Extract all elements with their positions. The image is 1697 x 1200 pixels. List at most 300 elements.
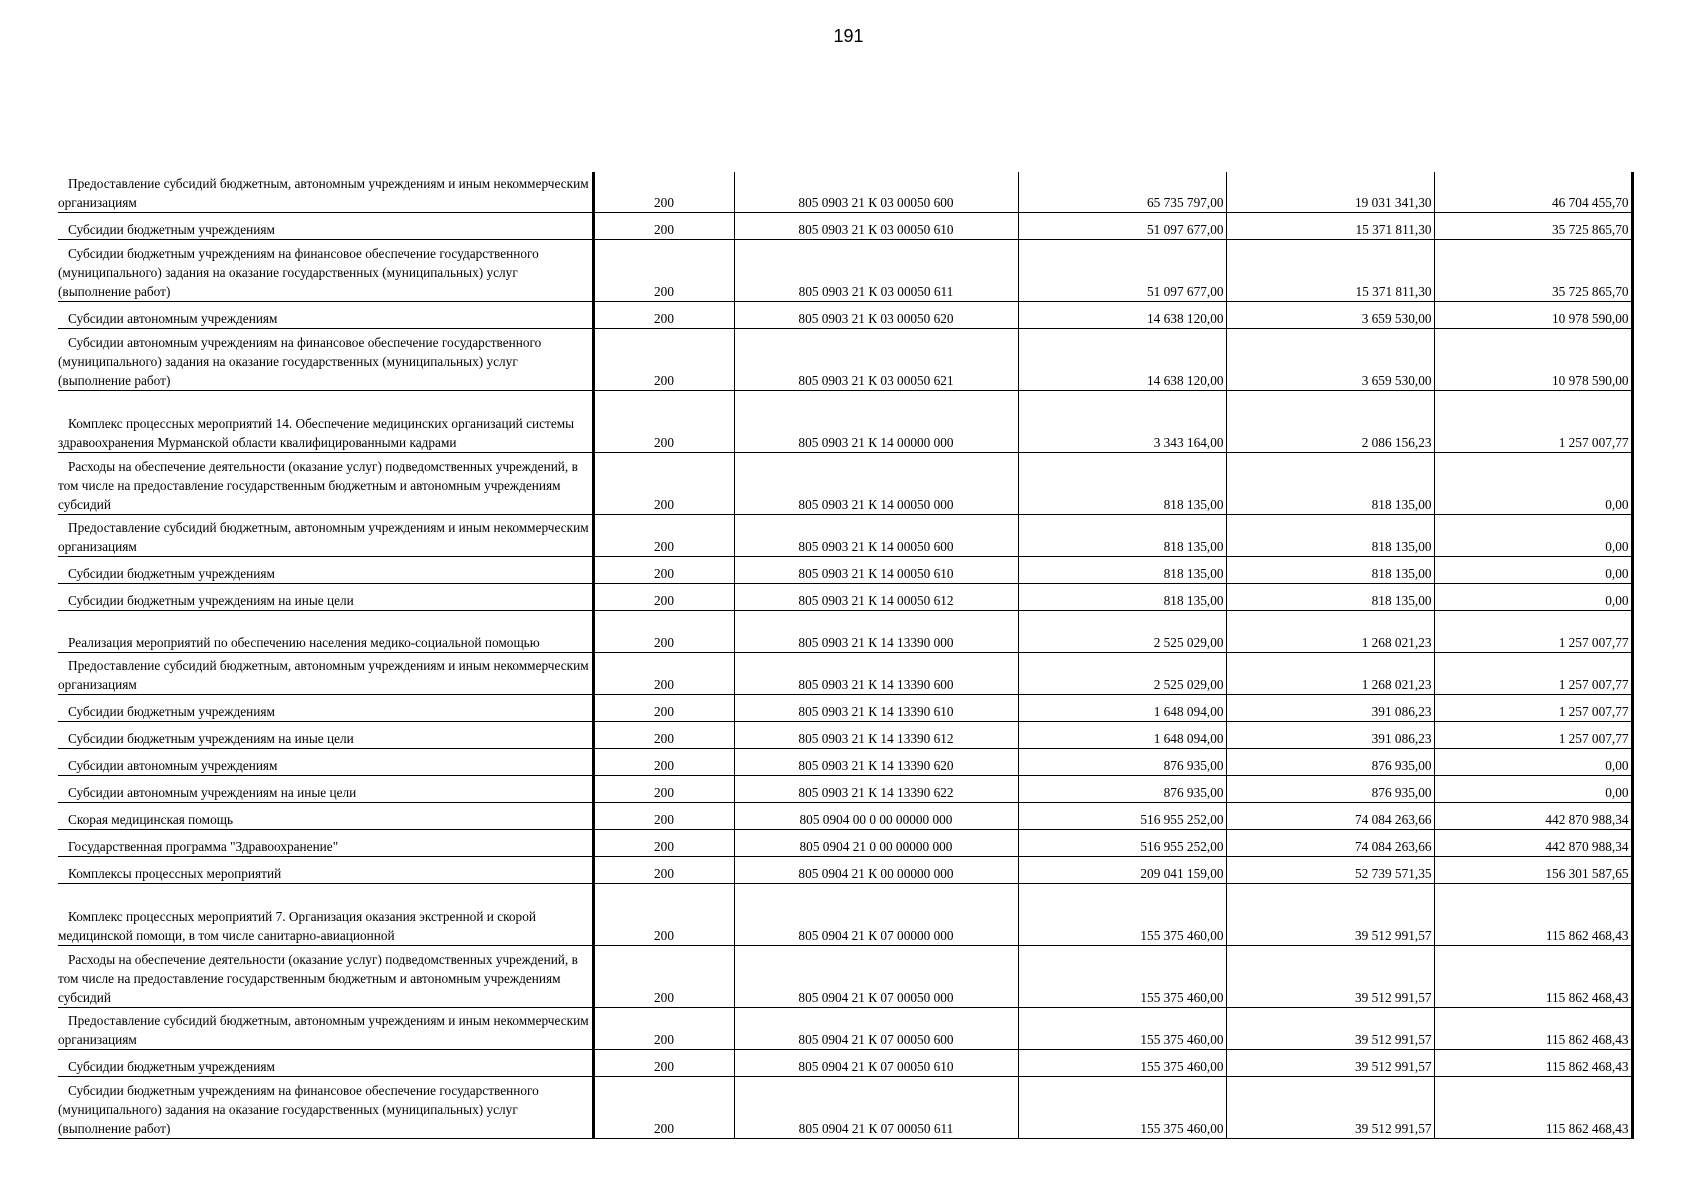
row-name-text: Реализация мероприятий по обеспечению населения медико-социальной помощью	[68, 634, 540, 650]
row-budget-code-text: 805 0903 21 К 03 00050 600	[798, 194, 954, 210]
row-name-text: Предоставление субсидий бюджетным, автономным учреждениям и иным некоммерческим организациям	[58, 175, 589, 210]
row-approved-amount-text: 3 343 164,00	[1153, 434, 1224, 450]
row-approved-amount-text: 155 375 460,00	[1140, 989, 1224, 1005]
row-approved-amount-text: 876 935,00	[1163, 784, 1224, 800]
row-approved-amount	[1018, 556, 1226, 583]
table-row	[58, 829, 1632, 856]
row-approved-amount-text: 1 648 094,00	[1153, 730, 1224, 746]
row-approved-amount	[1018, 802, 1226, 829]
row-name-text: Субсидии бюджетным учреждениям на финансовое обеспечение государственного (муниципального) задания на оказание государственных (муниципальных) услуг (выполнение работ)	[58, 1082, 539, 1136]
row-executed-amount-text: 2 086 156,23	[1361, 434, 1432, 450]
row-admin-code	[593, 883, 734, 945]
row-name	[58, 452, 593, 514]
row-name-text: Субсидии бюджетным учреждениям	[68, 703, 275, 719]
row-admin-code	[593, 802, 734, 829]
row-admin-code-text: 200	[654, 676, 674, 692]
row-executed-amount-text: 39 512 991,57	[1355, 989, 1432, 1005]
row-admin-code	[593, 239, 734, 301]
row-admin-code	[593, 172, 734, 212]
row-remaining-amount	[1434, 583, 1632, 610]
row-approved-amount	[1018, 583, 1226, 610]
row-budget-code-text: 805 0903 21 К 14 13390 620	[798, 757, 954, 773]
row-executed-amount-text: 52 739 571,35	[1355, 865, 1432, 881]
row-executed-amount-text: 1 268 021,23	[1361, 676, 1432, 692]
row-remaining-amount-text: 115 862 468,43	[1545, 927, 1629, 943]
row-budget-code-text: 805 0903 21 К 03 00050 611	[798, 283, 954, 299]
row-budget-code-text: 805 0903 21 К 14 13390 622	[798, 784, 954, 800]
row-admin-code	[593, 390, 734, 452]
row-budget-code-text: 805 0903 21 К 14 00050 612	[798, 592, 954, 608]
row-approved-amount-text: 155 375 460,00	[1140, 1058, 1224, 1074]
row-name-text: Предоставление субсидий бюджетным, автономным учреждениям и иным некоммерческим организациям	[58, 657, 589, 692]
row-remaining-amount	[1434, 829, 1632, 856]
row-budget-code	[734, 802, 1018, 829]
row-remaining-amount-text: 115 862 468,43	[1545, 1120, 1629, 1136]
row-admin-code	[593, 583, 734, 610]
row-remaining-amount-text: 156 301 587,65	[1545, 865, 1629, 881]
table-row	[58, 212, 1632, 239]
row-remaining-amount-text: 115 862 468,43	[1545, 1031, 1629, 1047]
row-budget-code-text: 805 0903 21 К 14 00000 000	[798, 434, 954, 450]
row-name	[58, 829, 593, 856]
row-admin-code	[593, 212, 734, 239]
row-name	[58, 945, 593, 1007]
row-executed-amount-text: 818 135,00	[1371, 538, 1432, 554]
row-executed-amount	[1226, 829, 1434, 856]
row-executed-amount-text: 39 512 991,57	[1355, 1058, 1432, 1074]
row-remaining-amount	[1434, 390, 1632, 452]
table-row	[58, 748, 1632, 775]
row-approved-amount-text: 516 955 252,00	[1140, 838, 1224, 854]
row-approved-amount-text: 155 375 460,00	[1140, 1120, 1224, 1136]
row-approved-amount	[1018, 721, 1226, 748]
row-executed-amount-text: 818 135,00	[1371, 592, 1432, 608]
row-remaining-amount-text: 1 257 007,77	[1558, 703, 1629, 719]
row-admin-code-text: 200	[654, 283, 674, 299]
row-name	[58, 802, 593, 829]
row-executed-amount-text: 876 935,00	[1371, 784, 1432, 800]
row-name-text: Субсидии автономным учреждениям	[68, 757, 278, 773]
row-admin-code	[593, 721, 734, 748]
row-name	[58, 652, 593, 694]
row-approved-amount	[1018, 328, 1226, 390]
row-budget-code	[734, 721, 1018, 748]
row-remaining-amount	[1434, 452, 1632, 514]
row-remaining-amount	[1434, 802, 1632, 829]
row-executed-amount	[1226, 775, 1434, 802]
page-number: 191	[833, 26, 864, 46]
row-budget-code	[734, 829, 1018, 856]
row-name-text: Расходы на обеспечение деятельности (оказание услуг) подведомственных учреждений, в том числе на предоставление государственным бюджетным и автономным учреждениям субсидий	[58, 458, 578, 512]
row-name	[58, 583, 593, 610]
row-budget-code-text: 805 0903 21 К 14 13390 600	[798, 676, 954, 692]
row-remaining-amount	[1434, 301, 1632, 328]
row-name	[58, 301, 593, 328]
row-approved-amount-text: 818 135,00	[1163, 538, 1224, 554]
row-approved-amount	[1018, 652, 1226, 694]
row-executed-amount-text: 39 512 991,57	[1355, 927, 1432, 943]
row-admin-code-text: 200	[654, 634, 674, 650]
row-executed-amount-text: 876 935,00	[1371, 757, 1432, 773]
row-budget-code-text: 805 0904 21 К 00 00000 000	[798, 865, 954, 881]
row-remaining-amount-text: 1 257 007,77	[1558, 434, 1629, 450]
row-remaining-amount	[1434, 172, 1632, 212]
row-remaining-amount	[1434, 1076, 1632, 1138]
row-budget-code-text: 805 0903 21 К 14 00050 610	[798, 565, 954, 581]
row-admin-code-text: 200	[654, 784, 674, 800]
row-name	[58, 1076, 593, 1138]
row-approved-amount-text: 818 135,00	[1163, 592, 1224, 608]
row-approved-amount-text: 818 135,00	[1163, 565, 1224, 581]
table-row	[58, 652, 1632, 694]
row-executed-amount	[1226, 1007, 1434, 1049]
row-approved-amount-text: 14 638 120,00	[1147, 372, 1224, 388]
row-name	[58, 172, 593, 212]
row-remaining-amount	[1434, 694, 1632, 721]
row-budget-code	[734, 390, 1018, 452]
row-name-text: Предоставление субсидий бюджетным, автономным учреждениям и иным некоммерческим организациям	[58, 1012, 589, 1047]
row-budget-code-text: 805 0904 21 К 07 00050 000	[798, 989, 954, 1005]
row-executed-amount	[1226, 452, 1434, 514]
row-admin-code-text: 200	[654, 434, 674, 450]
row-executed-amount	[1226, 610, 1434, 652]
row-budget-code	[734, 748, 1018, 775]
row-executed-amount	[1226, 721, 1434, 748]
row-budget-code	[734, 514, 1018, 556]
row-name-text: Субсидии бюджетным учреждениям	[68, 1058, 275, 1074]
row-name	[58, 390, 593, 452]
row-approved-amount	[1018, 883, 1226, 945]
row-budget-code	[734, 883, 1018, 945]
row-remaining-amount	[1434, 748, 1632, 775]
row-approved-amount	[1018, 748, 1226, 775]
row-name	[58, 212, 593, 239]
row-remaining-amount	[1434, 328, 1632, 390]
row-executed-amount	[1226, 583, 1434, 610]
row-remaining-amount-text: 0,00	[1605, 784, 1629, 800]
row-admin-code-text: 200	[654, 927, 674, 943]
row-remaining-amount	[1434, 652, 1632, 694]
table-row	[58, 452, 1632, 514]
row-approved-amount-text: 516 955 252,00	[1140, 811, 1224, 827]
row-executed-amount	[1226, 301, 1434, 328]
row-admin-code	[593, 748, 734, 775]
row-name-text: Комплекс процессных мероприятий 7. Организация оказания экстренной и скорой медицинской помощи, в том числе санитарно-авиационной	[58, 908, 536, 943]
table-row	[58, 694, 1632, 721]
row-executed-amount-text: 391 086,23	[1371, 730, 1432, 746]
row-approved-amount-text: 209 041 159,00	[1140, 865, 1224, 881]
row-approved-amount-text: 14 638 120,00	[1147, 310, 1224, 326]
row-budget-code	[734, 212, 1018, 239]
row-admin-code	[593, 694, 734, 721]
row-budget-code-text: 805 0903 21 К 03 00050 621	[798, 372, 954, 388]
row-budget-code-text: 805 0903 21 К 03 00050 610	[798, 221, 954, 237]
row-executed-amount	[1226, 1049, 1434, 1076]
row-approved-amount	[1018, 856, 1226, 883]
row-executed-amount-text: 391 086,23	[1371, 703, 1432, 719]
row-remaining-amount-text: 35 725 865,70	[1552, 283, 1629, 299]
row-name-text: Расходы на обеспечение деятельности (оказание услуг) подведомственных учреждений, в том числе на предоставление государственным бюджетным и автономным учреждениям субсидий	[58, 951, 578, 1005]
row-name	[58, 1007, 593, 1049]
row-remaining-amount	[1434, 856, 1632, 883]
row-admin-code-text: 200	[654, 865, 674, 881]
row-approved-amount-text: 2 525 029,00	[1153, 634, 1224, 650]
row-remaining-amount	[1434, 775, 1632, 802]
row-approved-amount	[1018, 172, 1226, 212]
row-approved-amount-text: 51 097 677,00	[1147, 283, 1224, 299]
row-name-text: Субсидии бюджетным учреждениям	[68, 565, 275, 581]
row-executed-amount-text: 15 371 811,30	[1355, 283, 1432, 299]
row-remaining-amount-text: 115 862 468,43	[1545, 989, 1629, 1005]
row-admin-code-text: 200	[654, 730, 674, 746]
table-row	[58, 945, 1632, 1007]
row-approved-amount-text: 51 097 677,00	[1147, 221, 1224, 237]
row-executed-amount-text: 19 031 341,30	[1355, 194, 1432, 210]
row-remaining-amount	[1434, 1007, 1632, 1049]
row-executed-amount	[1226, 172, 1434, 212]
table-row	[58, 802, 1632, 829]
row-admin-code	[593, 1049, 734, 1076]
row-admin-code	[593, 829, 734, 856]
row-remaining-amount	[1434, 556, 1632, 583]
row-budget-code	[734, 556, 1018, 583]
row-budget-code-text: 805 0904 00 0 00 00000 000	[799, 811, 953, 827]
row-approved-amount	[1018, 945, 1226, 1007]
row-budget-code	[734, 856, 1018, 883]
table-row	[58, 610, 1632, 652]
row-remaining-amount	[1434, 1049, 1632, 1076]
row-budget-code	[734, 239, 1018, 301]
row-approved-amount-text: 1 648 094,00	[1153, 703, 1224, 719]
row-executed-amount	[1226, 1076, 1434, 1138]
row-name-text: Скорая медицинская помощь	[68, 811, 234, 827]
row-admin-code-text: 200	[654, 538, 674, 554]
row-executed-amount-text: 818 135,00	[1371, 496, 1432, 512]
row-executed-amount-text: 15 371 811,30	[1355, 221, 1432, 237]
table-row	[58, 775, 1632, 802]
row-approved-amount-text: 2 525 029,00	[1153, 676, 1224, 692]
row-name-text: Субсидии бюджетным учреждениям на иные цели	[68, 592, 354, 608]
row-name-text: Субсидии бюджетным учреждениям на иные цели	[68, 730, 354, 746]
row-approved-amount	[1018, 1049, 1226, 1076]
row-executed-amount-text: 39 512 991,57	[1355, 1031, 1432, 1047]
row-approved-amount	[1018, 775, 1226, 802]
row-remaining-amount-text: 10 978 590,00	[1552, 310, 1629, 326]
row-remaining-amount	[1434, 721, 1632, 748]
row-name	[58, 556, 593, 583]
row-admin-code-text: 200	[654, 1058, 674, 1074]
row-remaining-amount-text: 1 257 007,77	[1558, 634, 1629, 650]
row-remaining-amount	[1434, 212, 1632, 239]
row-approved-amount	[1018, 610, 1226, 652]
row-admin-code	[593, 556, 734, 583]
row-name	[58, 239, 593, 301]
row-remaining-amount-text: 46 704 455,70	[1552, 194, 1629, 210]
row-approved-amount-text: 876 935,00	[1163, 757, 1224, 773]
row-budget-code	[734, 945, 1018, 1007]
row-remaining-amount-text: 442 870 988,34	[1545, 838, 1629, 854]
table-row	[58, 328, 1632, 390]
row-remaining-amount-text: 0,00	[1605, 496, 1629, 512]
row-executed-amount-text: 1 268 021,23	[1361, 634, 1432, 650]
row-name-text: Субсидии автономным учреждениям на иные цели	[68, 784, 357, 800]
row-budget-code	[734, 1049, 1018, 1076]
table-row	[58, 583, 1632, 610]
row-remaining-amount	[1434, 883, 1632, 945]
row-admin-code	[593, 652, 734, 694]
row-executed-amount	[1226, 514, 1434, 556]
row-name	[58, 328, 593, 390]
row-admin-code-text: 200	[654, 592, 674, 608]
row-admin-code	[593, 775, 734, 802]
row-remaining-amount-text: 0,00	[1605, 565, 1629, 581]
row-executed-amount-text: 3 659 530,00	[1361, 310, 1432, 326]
row-remaining-amount-text: 1 257 007,77	[1558, 730, 1629, 746]
row-approved-amount	[1018, 301, 1226, 328]
row-budget-code	[734, 775, 1018, 802]
row-budget-code	[734, 452, 1018, 514]
row-remaining-amount-text: 115 862 468,43	[1545, 1058, 1629, 1074]
row-budget-code	[734, 583, 1018, 610]
row-name	[58, 721, 593, 748]
row-approved-amount-text: 65 735 797,00	[1147, 194, 1224, 210]
row-budget-code-text: 805 0903 21 К 14 13390 610	[798, 703, 954, 719]
row-budget-code	[734, 694, 1018, 721]
row-budget-code	[734, 1076, 1018, 1138]
row-remaining-amount	[1434, 945, 1632, 1007]
row-remaining-amount-text: 1 257 007,77	[1558, 676, 1629, 692]
row-executed-amount	[1226, 390, 1434, 452]
row-name	[58, 610, 593, 652]
row-remaining-amount-text: 10 978 590,00	[1552, 372, 1629, 388]
row-executed-amount	[1226, 556, 1434, 583]
row-admin-code	[593, 1076, 734, 1138]
row-remaining-amount	[1434, 239, 1632, 301]
row-admin-code	[593, 452, 734, 514]
row-name-text: Субсидии автономным учреждениям	[68, 310, 278, 326]
table-row	[58, 1049, 1632, 1076]
table-row	[58, 301, 1632, 328]
row-approved-amount	[1018, 829, 1226, 856]
row-admin-code-text: 200	[654, 194, 674, 210]
row-budget-code-text: 805 0904 21 К 07 00050 610	[798, 1058, 954, 1074]
table-row	[58, 1076, 1632, 1138]
row-admin-code-text: 200	[654, 811, 674, 827]
row-admin-code-text: 200	[654, 1120, 674, 1136]
row-name	[58, 1049, 593, 1076]
row-name-text: Государственная программа "Здравоохранение"	[68, 838, 339, 854]
row-budget-code-text: 805 0903 21 К 14 00050 000	[798, 496, 954, 512]
row-executed-amount	[1226, 212, 1434, 239]
row-approved-amount-text: 155 375 460,00	[1140, 1031, 1224, 1047]
row-budget-code	[734, 301, 1018, 328]
row-budget-code-text: 805 0904 21 0 00 00000 000	[799, 838, 953, 854]
row-admin-code-text: 200	[654, 703, 674, 719]
table-row	[58, 883, 1632, 945]
budget-execution-table	[58, 172, 1634, 1139]
row-budget-code-text: 805 0904 21 К 07 00000 000	[798, 927, 954, 943]
row-remaining-amount-text: 0,00	[1605, 592, 1629, 608]
row-executed-amount	[1226, 239, 1434, 301]
row-name	[58, 775, 593, 802]
row-name-text: Субсидии бюджетным учреждениям на финансовое обеспечение государственного (муниципального) задания на оказание государственных (муниципальных) услуг (выполнение работ)	[58, 245, 539, 299]
row-approved-amount	[1018, 212, 1226, 239]
row-admin-code	[593, 1007, 734, 1049]
table-row	[58, 721, 1632, 748]
row-executed-amount-text: 74 084 263,66	[1355, 811, 1432, 827]
row-name	[58, 883, 593, 945]
row-approved-amount	[1018, 514, 1226, 556]
row-budget-code	[734, 610, 1018, 652]
row-name-text: Комплексы процессных мероприятий	[68, 865, 282, 881]
row-approved-amount-text: 155 375 460,00	[1140, 927, 1224, 943]
row-remaining-amount	[1434, 610, 1632, 652]
row-admin-code	[593, 328, 734, 390]
row-admin-code	[593, 856, 734, 883]
row-approved-amount	[1018, 452, 1226, 514]
row-name	[58, 514, 593, 556]
row-budget-code-text: 805 0903 21 К 14 13390 000	[798, 634, 954, 650]
row-executed-amount	[1226, 856, 1434, 883]
table-row	[58, 172, 1632, 212]
row-admin-code	[593, 514, 734, 556]
row-approved-amount	[1018, 1076, 1226, 1138]
row-approved-amount	[1018, 694, 1226, 721]
row-remaining-amount-text: 0,00	[1605, 757, 1629, 773]
row-budget-code-text: 805 0903 21 К 03 00050 620	[798, 310, 954, 326]
row-approved-amount	[1018, 1007, 1226, 1049]
row-name-text: Субсидии автономным учреждениям на финансовое обеспечение государственного (муниципального) задания на оказание государственных (муниципальных) услуг (выполнение работ)	[58, 334, 542, 388]
row-remaining-amount-text: 0,00	[1605, 538, 1629, 554]
row-budget-code	[734, 652, 1018, 694]
row-admin-code-text: 200	[654, 838, 674, 854]
table-row	[58, 390, 1632, 452]
row-executed-amount	[1226, 652, 1434, 694]
table-row	[58, 856, 1632, 883]
row-admin-code-text: 200	[654, 372, 674, 388]
row-admin-code-text: 200	[654, 496, 674, 512]
row-admin-code	[593, 301, 734, 328]
row-admin-code-text: 200	[654, 221, 674, 237]
row-executed-amount	[1226, 328, 1434, 390]
row-remaining-amount	[1434, 514, 1632, 556]
row-executed-amount	[1226, 748, 1434, 775]
row-name	[58, 694, 593, 721]
row-budget-code	[734, 1007, 1018, 1049]
row-name-text: Предоставление субсидий бюджетным, автономным учреждениям и иным некоммерческим организациям	[58, 519, 589, 554]
row-budget-code-text: 805 0903 21 К 14 13390 612	[798, 730, 954, 746]
row-admin-code-text: 200	[654, 565, 674, 581]
row-executed-amount-text: 3 659 530,00	[1361, 372, 1432, 388]
row-approved-amount	[1018, 239, 1226, 301]
row-approved-amount-text: 818 135,00	[1163, 496, 1224, 512]
table-row	[58, 556, 1632, 583]
row-admin-code	[593, 945, 734, 1007]
row-admin-code-text: 200	[654, 1031, 674, 1047]
row-remaining-amount-text: 442 870 988,34	[1545, 811, 1629, 827]
row-name-text: Комплекс процессных мероприятий 14. Обеспечение медицинских организаций системы здравоохранения Мурманской области квалифицированными кадрами	[58, 415, 575, 450]
row-budget-code	[734, 172, 1018, 212]
table-row	[58, 514, 1632, 556]
row-name-text: Субсидии бюджетным учреждениям	[68, 221, 275, 237]
row-executed-amount	[1226, 883, 1434, 945]
row-executed-amount-text: 818 135,00	[1371, 565, 1432, 581]
row-executed-amount	[1226, 694, 1434, 721]
row-name	[58, 748, 593, 775]
row-budget-code-text: 805 0904 21 К 07 00050 600	[798, 1031, 954, 1047]
row-approved-amount	[1018, 390, 1226, 452]
row-name	[58, 856, 593, 883]
